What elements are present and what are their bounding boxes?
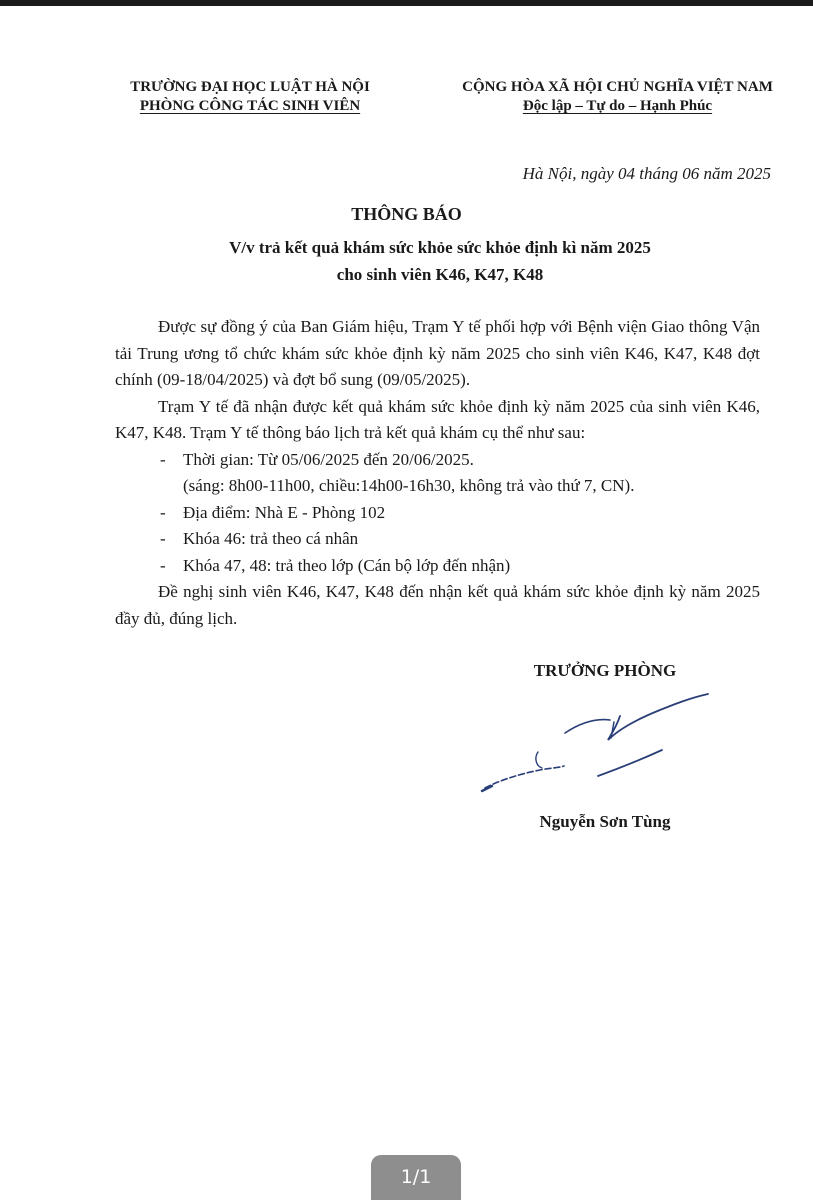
bullet-dash: - (160, 555, 166, 575)
bullet-time-note: (sáng: 8h00-11h00, chiều:14h00-16h30, không trả vào thứ 7, CN). (183, 476, 635, 495)
bullet-k46 (115, 526, 760, 553)
university-name: TRƯỜNG ĐẠI HỌC LUẬT HÀ NỘI (130, 79, 370, 95)
bullet-k47-k48 (115, 553, 760, 580)
paragraph-schedule: Trạm Y tế đã nhận được kết quả khám sức khỏe định kỳ năm 2025 của sinh viên K46, K47, K48. Trạm Y tế thông báo lịch trả kết quả khám cụ thể như sau: (115, 396, 760, 442)
paragraph-intro: Được sự đồng ý của Ban Giám hiệu, Trạm Y tế phối hợp với Bệnh viện Giao thông Vận tải Trung ương tổ chức khám sức khỏe định kỳ năm 2025 cho sinh viên K46, K47, K48 đợt chính (09-18/04/2025) và đợt bổ sung (09/05/2025). (115, 317, 760, 389)
bullet-time-text: Thời gian: Từ 05/06/2025 đến 20/06/2025. (183, 449, 474, 469)
page-counter: 1/1 (371, 1155, 461, 1200)
bullet-time (115, 447, 760, 474)
document-title: THÔNG BÁO (351, 204, 462, 224)
signer-name: Nguyễn Sơn Tùng (539, 812, 671, 831)
date-line: Hà Nội, ngày 04 tháng 06 năm 2025 (522, 164, 771, 183)
bullet-k46-text: Khóa 46: trả theo cá nhân (183, 529, 359, 548)
paragraph-request: Đề nghị sinh viên K46, K47, K48 đến nhận kết quả khám sức khỏe định kỳ năm 2025 đầy đủ, đúng lịch. (115, 582, 760, 628)
bullet-dash: - (160, 502, 166, 522)
document-subject (0, 234, 813, 288)
bullet-k47-k48-text: Khóa 47, 48: trả theo lớp (Cán bộ lớp đến nhận) (183, 555, 511, 575)
document-page (0, 6, 813, 1200)
bullet-location-text: Địa điểm: Nhà E - Phòng 102 (183, 502, 386, 522)
subject-line-2: cho sinh viên K46, K47, K48 (336, 265, 544, 284)
bullet-dash: - (160, 529, 166, 548)
institution-header (100, 78, 400, 116)
subject-line-1: V/v trả kết quả khám sức khỏe sức khỏe định kì năm 2025 (229, 238, 651, 257)
signer-title: TRƯỞNG PHÒNG (533, 661, 677, 680)
bullet-location (115, 500, 760, 527)
document-body (115, 314, 760, 632)
bullet-dash: - (160, 449, 166, 469)
department-name: PHÒNG CÔNG TÁC SINH VIÊN (139, 98, 361, 114)
handwritten-signature (470, 688, 720, 803)
national-header (425, 78, 810, 116)
national-title: CỘNG HÒA XÃ HỘI CHỦ NGHĨA VIỆT NAM (462, 79, 773, 95)
national-motto: Độc lập – Tự do – Hạnh Phúc (522, 98, 713, 114)
